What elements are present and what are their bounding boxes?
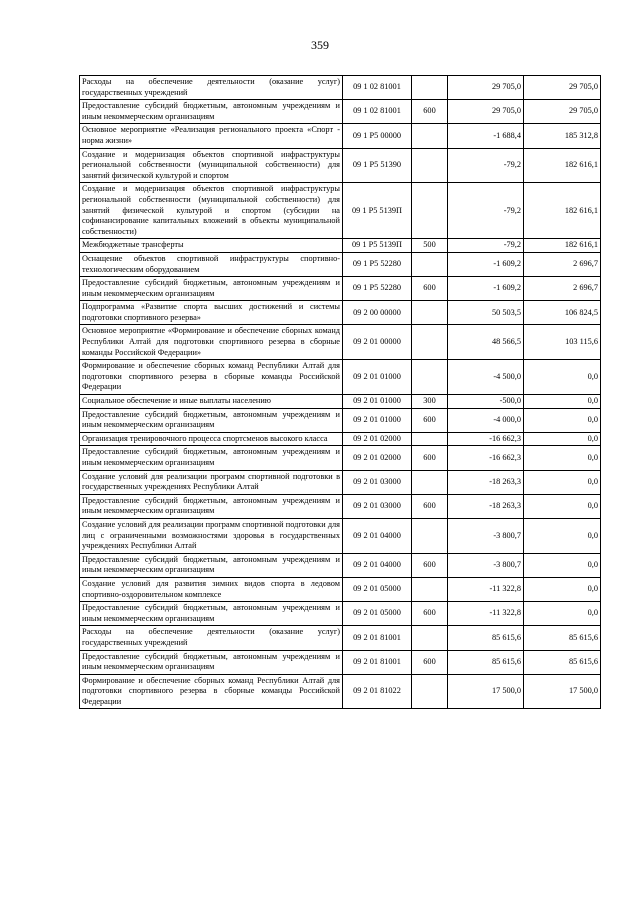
expense-name-cell: Предоставление субсидий бюджетным, автономным учреждениям и иным некоммерческим организациям bbox=[80, 408, 343, 432]
amount-total-cell: 0,0 bbox=[524, 577, 601, 601]
table-row bbox=[80, 124, 601, 148]
amount-change-cell: -11 322,8 bbox=[448, 602, 524, 626]
budget-table bbox=[79, 75, 601, 709]
target-code-cell: 09 1 P5 5139П bbox=[343, 239, 412, 253]
amount-total-cell: 0,0 bbox=[524, 395, 601, 409]
table-row bbox=[80, 650, 601, 674]
expense-type-cell bbox=[412, 626, 448, 650]
amount-change-cell: -3 800,7 bbox=[448, 518, 524, 553]
table-row bbox=[80, 277, 601, 301]
amount-change-cell: 17 500,0 bbox=[448, 674, 524, 709]
amount-change-cell: -18 263,3 bbox=[448, 470, 524, 494]
amount-total-cell: 0,0 bbox=[524, 360, 601, 395]
expense-type-cell bbox=[412, 577, 448, 601]
expense-name-cell: Создание условий для реализации программ спортивной подготовки для лиц с ограниченными возможностями здоровья в государственных учреждениях Республики Алтай bbox=[80, 518, 343, 553]
expense-type-cell: 600 bbox=[412, 602, 448, 626]
target-code-cell: 09 1 P5 52280 bbox=[343, 252, 412, 276]
expense-name-cell: Формирование и обеспечение сборных команд Республики Алтай для подготовки спортивного резерва в сборные команды Российской Федерации bbox=[80, 674, 343, 709]
amount-change-cell: -16 662,3 bbox=[448, 432, 524, 446]
expense-name-cell: Создание и модернизация объектов спортивной инфраструктуры региональной собственности (муниципальной собственности) для занятий физической культурой и спортом (субсидии на софинансирование капитальных вложений в объекты муниципальной собственности) bbox=[80, 183, 343, 239]
expense-name-cell: Предоставление субсидий бюджетным, автономным учреждениям и иным некоммерческим организациям bbox=[80, 650, 343, 674]
amount-total-cell: 185 312,8 bbox=[524, 124, 601, 148]
expense-name-cell: Формирование и обеспечение сборных команд Республики Алтай для подготовки спортивного резерва в сборные команды Российской Федерации bbox=[80, 360, 343, 395]
expense-type-cell bbox=[412, 674, 448, 709]
amount-total-cell: 0,0 bbox=[524, 446, 601, 470]
expense-name-cell: Подпрограмма «Развитие спорта высших достижений и системы подготовки спортивного резерва» bbox=[80, 301, 343, 325]
expense-type-cell bbox=[412, 148, 448, 183]
expense-name-cell: Предоставление субсидий бюджетным, автономным учреждениям и иным некоммерческим организациям bbox=[80, 553, 343, 577]
amount-change-cell: 29 705,0 bbox=[448, 76, 524, 100]
amount-change-cell: -1 609,2 bbox=[448, 277, 524, 301]
amount-change-cell: -79,2 bbox=[448, 239, 524, 253]
amount-total-cell: 2 696,7 bbox=[524, 277, 601, 301]
expense-name-cell: Межбюджетные трансферты bbox=[80, 239, 343, 253]
table-row bbox=[80, 518, 601, 553]
expense-type-cell bbox=[412, 124, 448, 148]
amount-change-cell: 48 566,5 bbox=[448, 325, 524, 360]
amount-total-cell: 17 500,0 bbox=[524, 674, 601, 709]
expense-name-cell: Оснащение объектов спортивной инфраструктуры спортивно-технологическим оборудованием bbox=[80, 252, 343, 276]
expense-name-cell: Социальное обеспечение и иные выплаты населению bbox=[80, 395, 343, 409]
amount-total-cell: 29 705,0 bbox=[524, 76, 601, 100]
expense-name-cell: Предоставление субсидий бюджетным, автономным учреждениям и иным некоммерческим организациям bbox=[80, 100, 343, 124]
expense-type-cell: 300 bbox=[412, 395, 448, 409]
amount-change-cell: -4 000,0 bbox=[448, 408, 524, 432]
table-row bbox=[80, 602, 601, 626]
expense-name-cell: Создание и модернизация объектов спортивной инфраструктуры региональной собственности (муниципальной собственности) для занятий физической культурой и спортом bbox=[80, 148, 343, 183]
expense-name-cell: Предоставление субсидий бюджетным, автономным учреждениям и иным некоммерческим организациям bbox=[80, 277, 343, 301]
amount-total-cell: 182 616,1 bbox=[524, 148, 601, 183]
expense-type-cell bbox=[412, 432, 448, 446]
page-number: 359 bbox=[311, 38, 329, 52]
target-code-cell: 09 2 01 03000 bbox=[343, 470, 412, 494]
target-code-cell: 09 2 01 81022 bbox=[343, 674, 412, 709]
table-row bbox=[80, 148, 601, 183]
amount-change-cell: -4 500,0 bbox=[448, 360, 524, 395]
expense-type-cell bbox=[412, 183, 448, 239]
amount-change-cell: 50 503,5 bbox=[448, 301, 524, 325]
amount-total-cell: 106 824,5 bbox=[524, 301, 601, 325]
target-code-cell: 09 2 00 00000 bbox=[343, 301, 412, 325]
target-code-cell: 09 2 01 05000 bbox=[343, 602, 412, 626]
target-code-cell: 09 1 P5 51390 bbox=[343, 148, 412, 183]
target-code-cell: 09 2 01 02000 bbox=[343, 432, 412, 446]
target-code-cell: 09 2 01 04000 bbox=[343, 518, 412, 553]
amount-change-cell: -11 322,8 bbox=[448, 577, 524, 601]
expense-name-cell: Предоставление субсидий бюджетным, автономным учреждениям и иным некоммерческим организациям bbox=[80, 602, 343, 626]
expense-type-cell: 600 bbox=[412, 553, 448, 577]
expense-type-cell: 600 bbox=[412, 100, 448, 124]
target-code-cell: 09 1 P5 52280 bbox=[343, 277, 412, 301]
table-row bbox=[80, 408, 601, 432]
target-code-cell: 09 2 01 81001 bbox=[343, 626, 412, 650]
expense-type-cell bbox=[412, 470, 448, 494]
expense-type-cell: 500 bbox=[412, 239, 448, 253]
expense-type-cell bbox=[412, 252, 448, 276]
amount-total-cell: 85 615,6 bbox=[524, 650, 601, 674]
amount-total-cell: 0,0 bbox=[524, 408, 601, 432]
expense-name-cell: Создание условий для развития зимних видов спорта в ледовом спортивно-оздоровительном комплексе bbox=[80, 577, 343, 601]
expense-name-cell: Создание условий для реализации программ спортивной подготовки в государственных учреждениях Республики Алтай bbox=[80, 470, 343, 494]
expense-type-cell: 600 bbox=[412, 277, 448, 301]
expense-name-cell: Расходы на обеспечение деятельности (оказание услуг) государственных учреждений bbox=[80, 76, 343, 100]
table-row bbox=[80, 360, 601, 395]
amount-change-cell: 85 615,6 bbox=[448, 626, 524, 650]
table-row bbox=[80, 76, 601, 100]
amount-total-cell: 0,0 bbox=[524, 432, 601, 446]
expense-name-cell: Предоставление субсидий бюджетным, автономным учреждениям и иным некоммерческим организациям bbox=[80, 446, 343, 470]
amount-total-cell: 0,0 bbox=[524, 602, 601, 626]
expense-name-cell: Расходы на обеспечение деятельности (оказание услуг) государственных учреждений bbox=[80, 626, 343, 650]
table-row bbox=[80, 252, 601, 276]
expense-type-cell: 600 bbox=[412, 494, 448, 518]
target-code-cell: 09 2 01 04000 bbox=[343, 553, 412, 577]
expense-type-cell bbox=[412, 360, 448, 395]
amount-change-cell: -79,2 bbox=[448, 148, 524, 183]
target-code-cell: 09 2 01 01000 bbox=[343, 360, 412, 395]
amount-total-cell: 2 696,7 bbox=[524, 252, 601, 276]
amount-change-cell: 29 705,0 bbox=[448, 100, 524, 124]
expense-type-cell: 600 bbox=[412, 650, 448, 674]
table-row bbox=[80, 446, 601, 470]
expense-type-cell bbox=[412, 518, 448, 553]
budget-table-body bbox=[80, 76, 601, 709]
amount-total-cell: 0,0 bbox=[524, 470, 601, 494]
amount-change-cell: -500,0 bbox=[448, 395, 524, 409]
target-code-cell: 09 2 01 81001 bbox=[343, 650, 412, 674]
target-code-cell: 09 1 P5 00000 bbox=[343, 124, 412, 148]
amount-total-cell: 0,0 bbox=[524, 494, 601, 518]
amount-total-cell: 85 615,6 bbox=[524, 626, 601, 650]
target-code-cell: 09 1 02 81001 bbox=[343, 76, 412, 100]
table-row bbox=[80, 494, 601, 518]
expense-type-cell bbox=[412, 301, 448, 325]
table-row bbox=[80, 301, 601, 325]
amount-change-cell: -1 688,4 bbox=[448, 124, 524, 148]
target-code-cell: 09 1 P5 5139П bbox=[343, 183, 412, 239]
amount-total-cell: 0,0 bbox=[524, 518, 601, 553]
target-code-cell: 09 1 02 81001 bbox=[343, 100, 412, 124]
target-code-cell: 09 2 01 02000 bbox=[343, 446, 412, 470]
expense-name-cell: Основное мероприятие «Формирование и обеспечение сборных команд Республики Алтай для подготовки спортивного резерва в сборные команды Российской Федерации» bbox=[80, 325, 343, 360]
expense-type-cell: 600 bbox=[412, 446, 448, 470]
amount-change-cell: 85 615,6 bbox=[448, 650, 524, 674]
amount-change-cell: -3 800,7 bbox=[448, 553, 524, 577]
target-code-cell: 09 2 01 01000 bbox=[343, 395, 412, 409]
target-code-cell: 09 2 01 00000 bbox=[343, 325, 412, 360]
expense-type-cell bbox=[412, 325, 448, 360]
table-row bbox=[80, 577, 601, 601]
target-code-cell: 09 2 01 01000 bbox=[343, 408, 412, 432]
expense-name-cell: Предоставление субсидий бюджетным, автономным учреждениям и иным некоммерческим организациям bbox=[80, 494, 343, 518]
amount-change-cell: -79,2 bbox=[448, 183, 524, 239]
amount-change-cell: -16 662,3 bbox=[448, 446, 524, 470]
expense-name-cell: Основное мероприятие «Реализация регионального проекта «Спорт - норма жизни» bbox=[80, 124, 343, 148]
table-row bbox=[80, 470, 601, 494]
amount-total-cell: 29 705,0 bbox=[524, 100, 601, 124]
table-row bbox=[80, 553, 601, 577]
expense-type-cell bbox=[412, 76, 448, 100]
table-row bbox=[80, 100, 601, 124]
amount-total-cell: 182 616,1 bbox=[524, 183, 601, 239]
table-row bbox=[80, 432, 601, 446]
amount-total-cell: 182 616,1 bbox=[524, 239, 601, 253]
expense-type-cell: 600 bbox=[412, 408, 448, 432]
amount-change-cell: -18 263,3 bbox=[448, 494, 524, 518]
expense-name-cell: Организация тренировочного процесса спортсменов высокого класса bbox=[80, 432, 343, 446]
table-row bbox=[80, 674, 601, 709]
target-code-cell: 09 2 01 03000 bbox=[343, 494, 412, 518]
table-row bbox=[80, 239, 601, 253]
table-row bbox=[80, 183, 601, 239]
amount-total-cell: 0,0 bbox=[524, 553, 601, 577]
table-row bbox=[80, 395, 601, 409]
table-row bbox=[80, 325, 601, 360]
target-code-cell: 09 2 01 05000 bbox=[343, 577, 412, 601]
table-row bbox=[80, 626, 601, 650]
amount-change-cell: -1 609,2 bbox=[448, 252, 524, 276]
amount-total-cell: 103 115,6 bbox=[524, 325, 601, 360]
